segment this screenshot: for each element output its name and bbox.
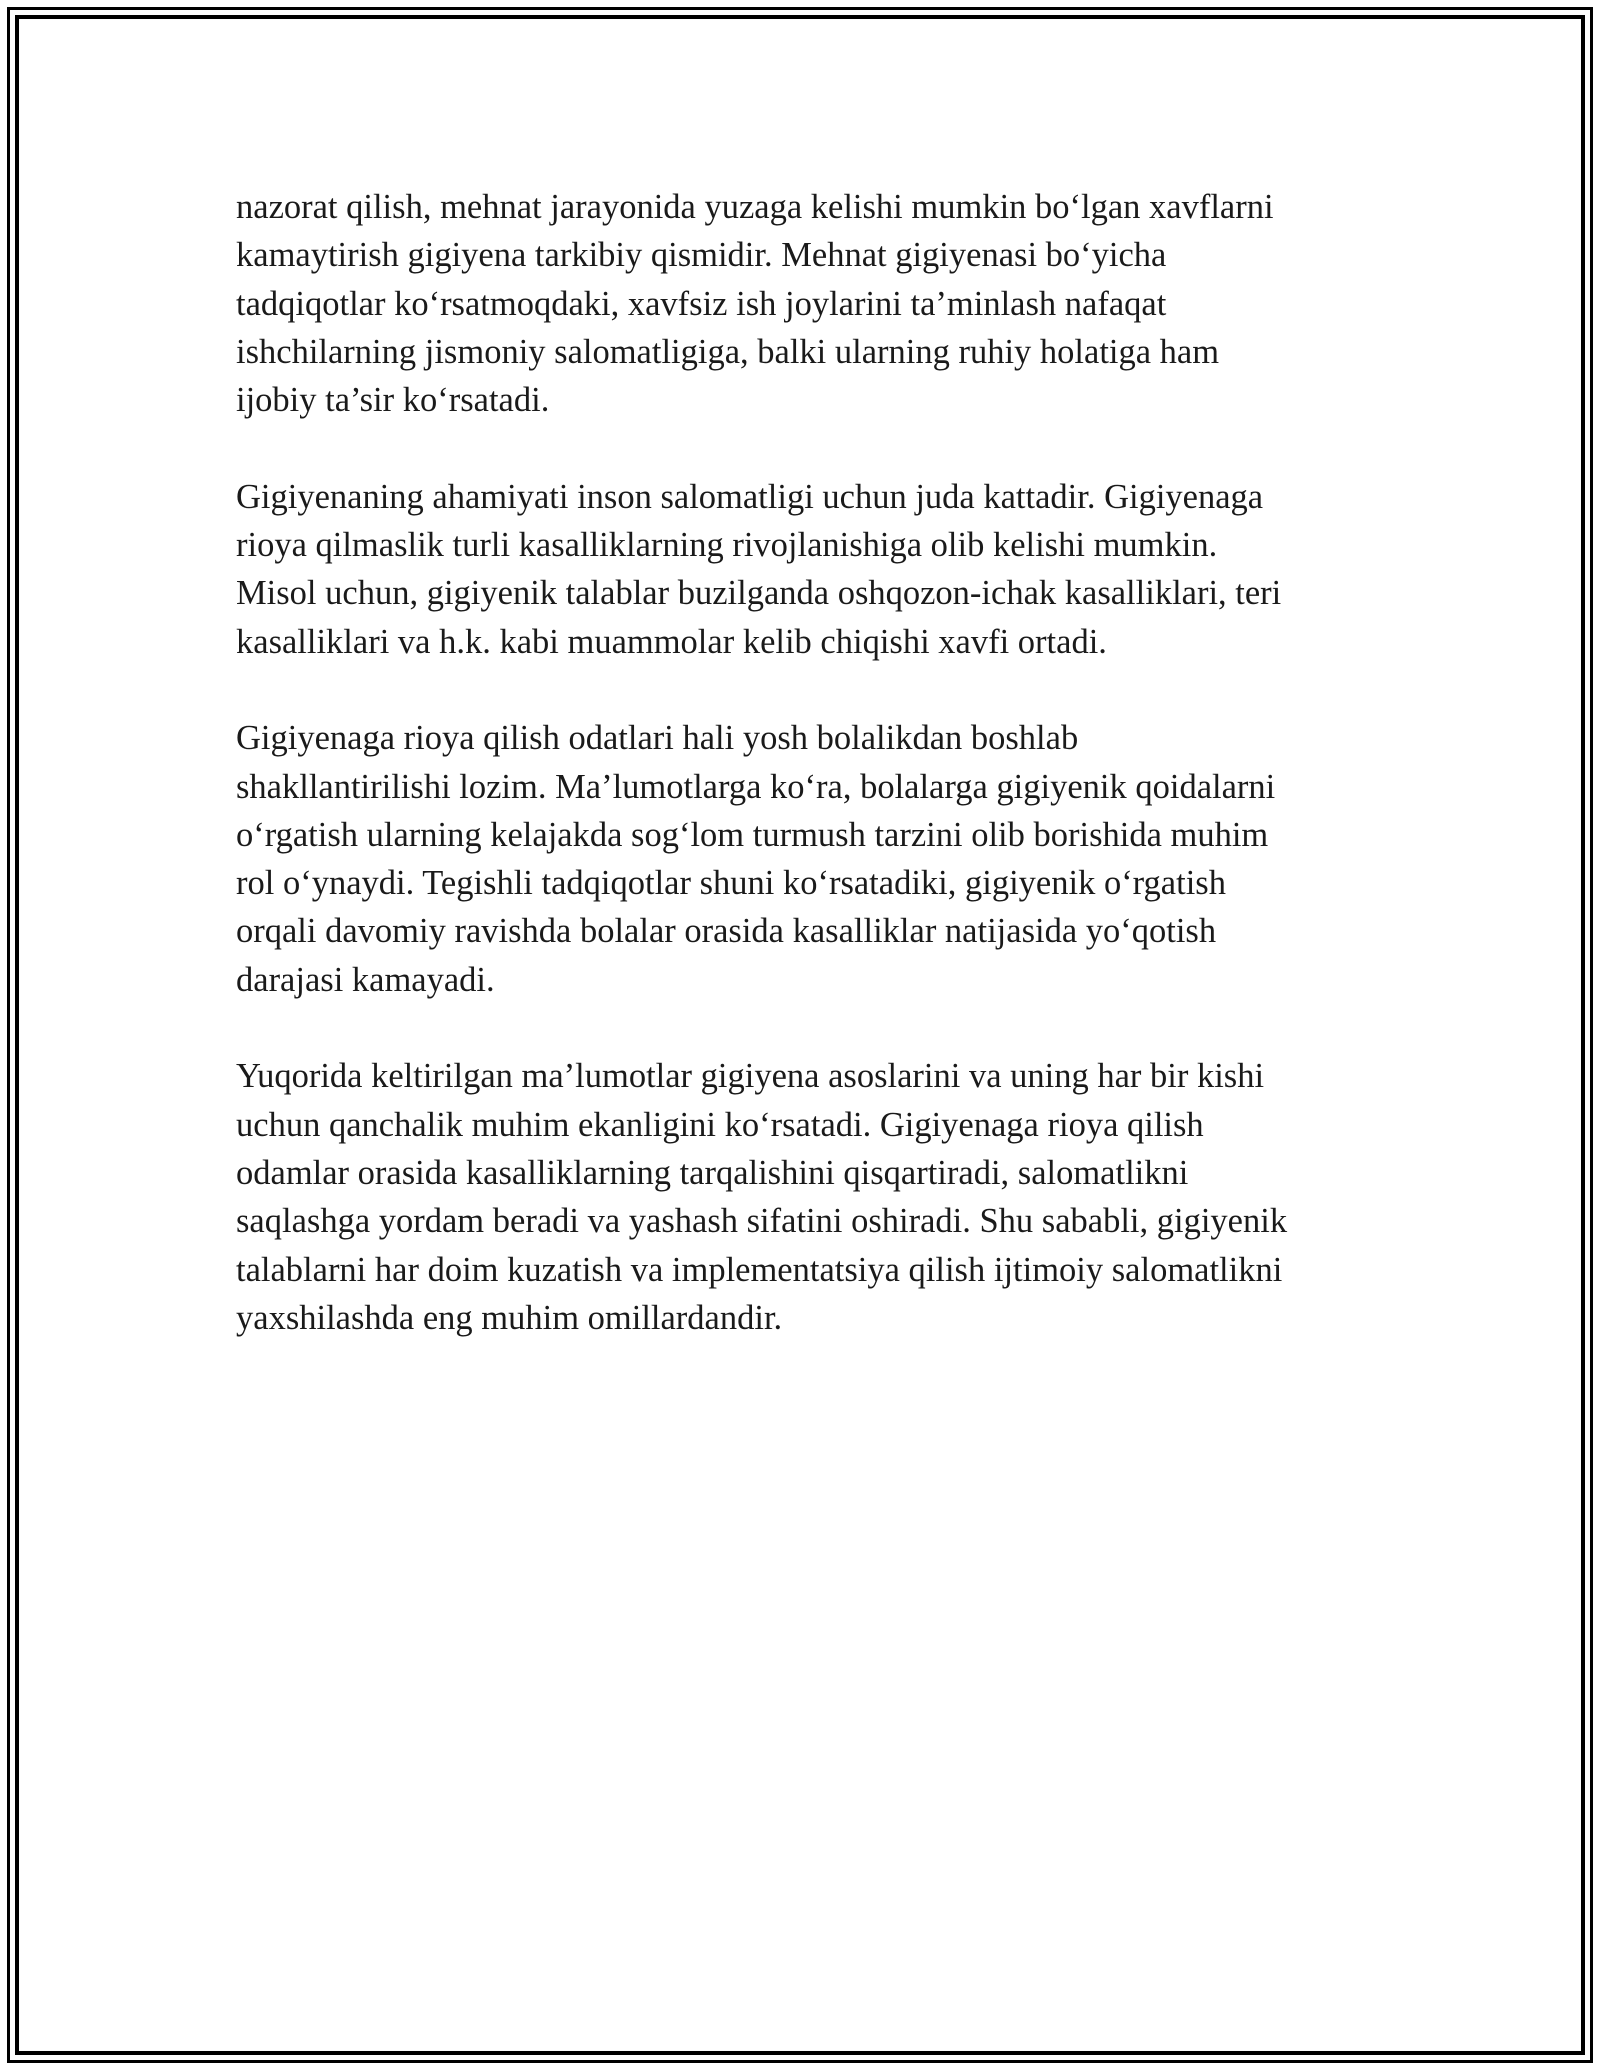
text-line: darajasi kamayadi. [236,960,495,999]
text-line: orqali davomiy ravishda bolalar orasida kasalliklar natijasida yo‘qotish [236,912,1217,951]
text-line: talablarni har doim kuzatish va implementatsiya qilish ijtimoiy salomatlikni [236,1250,1283,1289]
paragraph-3 [236,714,1366,1004]
text-line: Misol uchun, gigiyenik talablar buzilganda oshqozon-ichak kasalliklari, teri [236,574,1282,613]
text-line: Gigiyenaning ahamiyati inson salomatligi uchun juda kattadir. Gigiyenaga [236,477,1264,516]
text-line: ijobiy ta’sir ko‘rsatadi. [236,381,550,420]
paragraph-1 [236,183,1366,424]
text-line: kamaytirish gigiyena tarkibiy qismidir. Mehnat gigiyenasi bo‘yicha [236,236,1167,275]
text-line: yaxshilashda eng muhim omillardandir. [236,1298,783,1337]
paragraph-4 [236,1052,1366,1342]
text-line: nazorat qilish, mehnat jarayonida yuzaga kelishi mumkin bo‘lgan xavflarni [236,188,1274,226]
text-line: Gigiyenaga rioya qilish odatlari hali yosh bolalikdan boshlab [236,719,1079,758]
text-line: Yuqorida keltirilgan ma’lumotlar gigiyena asoslarini va uning har bir kishi [236,1057,1265,1096]
text-line: odamlar orasida kasalliklarning tarqalishini qisqartiradi, salomatlikni [236,1153,1189,1192]
text-line: kasalliklari va h.k. kabi muammolar kelib chiqishi xavfi ortadi. [236,622,1107,661]
text-line: rioya qilmaslik turli kasalliklarning rivojlanishiga olib kelishi mumkin. [236,526,1218,565]
text-line: rol o‘ynaydi. Tegishli tadqiqotlar shuni ko‘rsatadiki, gigiyenik o‘rgatish [236,864,1226,903]
text-line: shakllantirilishi lozim. Ma’lumotlarga ko‘ra, bolalarga gigiyenik qoidalarni [236,767,1276,806]
document-body [236,183,1366,1390]
paragraph-2 [236,473,1366,666]
text-line: tadqiqotlar ko‘rsatmoqdaki, xavfsiz ish joylarini ta’minlash nafaqat [236,284,1167,323]
text-line: ishchilarning jismoniy salomatligiga, balki ularning ruhiy holatiga ham [236,332,1220,371]
text-line: saqlashga yordam beradi va yashash sifatini oshiradi. Shu sababli, gigiyenik [236,1202,1288,1241]
text-line: uchun qanchalik muhim ekanligini ko‘rsatadi. Gigiyenaga rioya qilish [236,1105,1204,1144]
text-line: o‘rgatish ularning kelajakda sog‘lom turmush tarzini olib borishida muhim [236,815,1269,854]
